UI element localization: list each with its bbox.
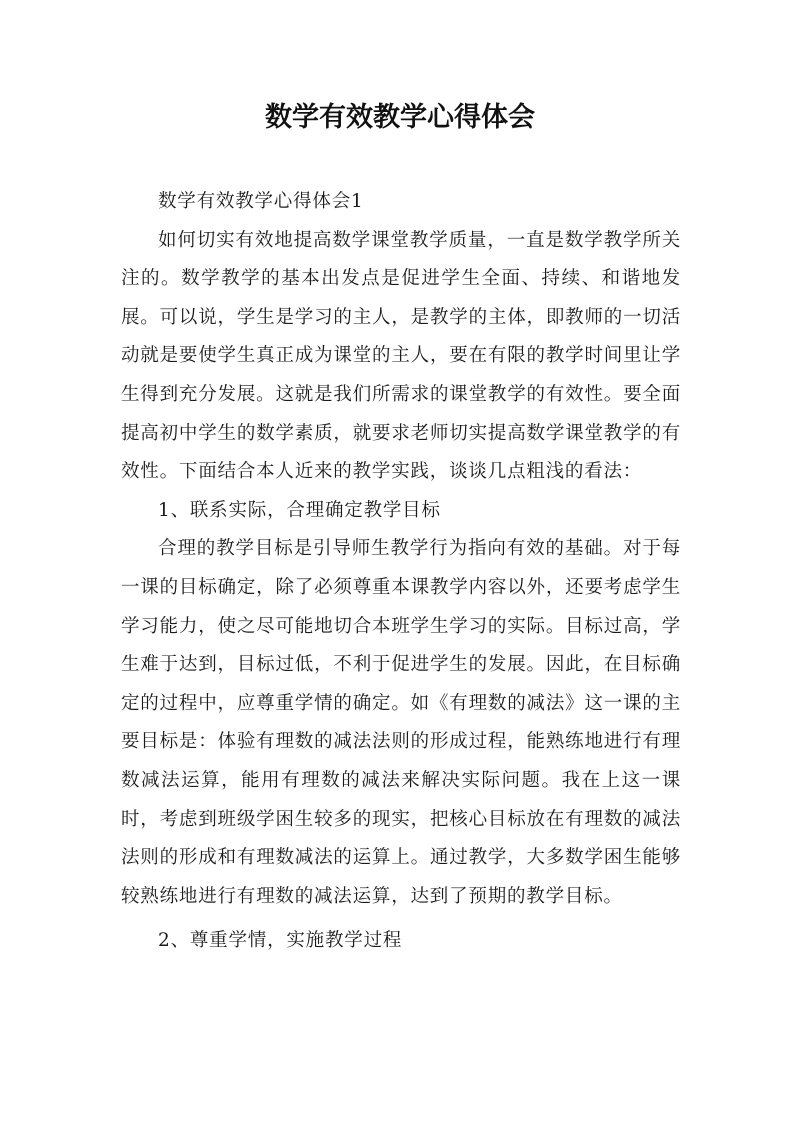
- document-title: 数学有效教学心得体会: [265, 102, 535, 133]
- section-heading: 数学有效教学心得体会1: [158, 191, 364, 212]
- point-1-paragraph: 合理的教学目标是引导师生教学行为指向有效的基础。对于每一课的目标确定，除了必须尊重本课教学内容以外，还要考虑学生学习能力，使之尽可能地切合本班学生学习的实际。目标过高，学生难于达到，目标过低，不利于促进学生的发展。因此，在目标确定的过程中，应尊重学情的确定。如《有理数的减法》这一课的主要目标是：体验有理数的减法法则的形成过程，能熟练地进行有理数减法运算，能用有理数的减法来解决实际问题。我在上这一课时，考虑到班级学困生较多的现实，把核心目标放在有理数的减法法则的形成和有理数减法的运算上。通过教学，大多数学困生能够较熟练地进行有理数的减法运算，达到了预期的教学目标。: [121, 538, 681, 907]
- point-2-heading: 2、尊重学情，实施教学过程: [158, 930, 403, 952]
- intro-paragraph: 如何切实有效地提高数学课堂教学质量，一直是数学教学所关注的。数学教学的基本出发点是促进学生全面、持续、和谐地发展。可以说，学生是学习的主人，是教学的主体，即教师的一切活动就是要使学生真正成为课堂的主人，要在有限的教学时间里让学生得到充分发展。这就是我们所需求的课堂教学的有效性。要全面提高初中学生的数学素质，就要求老师切实提高数学课堂教学的有效性。下面结合本人近来的教学实践，谈谈几点粗浅的看法：: [121, 229, 681, 483]
- point-1-heading: 1、联系实际，合理确定教学目标: [158, 499, 441, 521]
- document-body: [121, 183, 681, 961]
